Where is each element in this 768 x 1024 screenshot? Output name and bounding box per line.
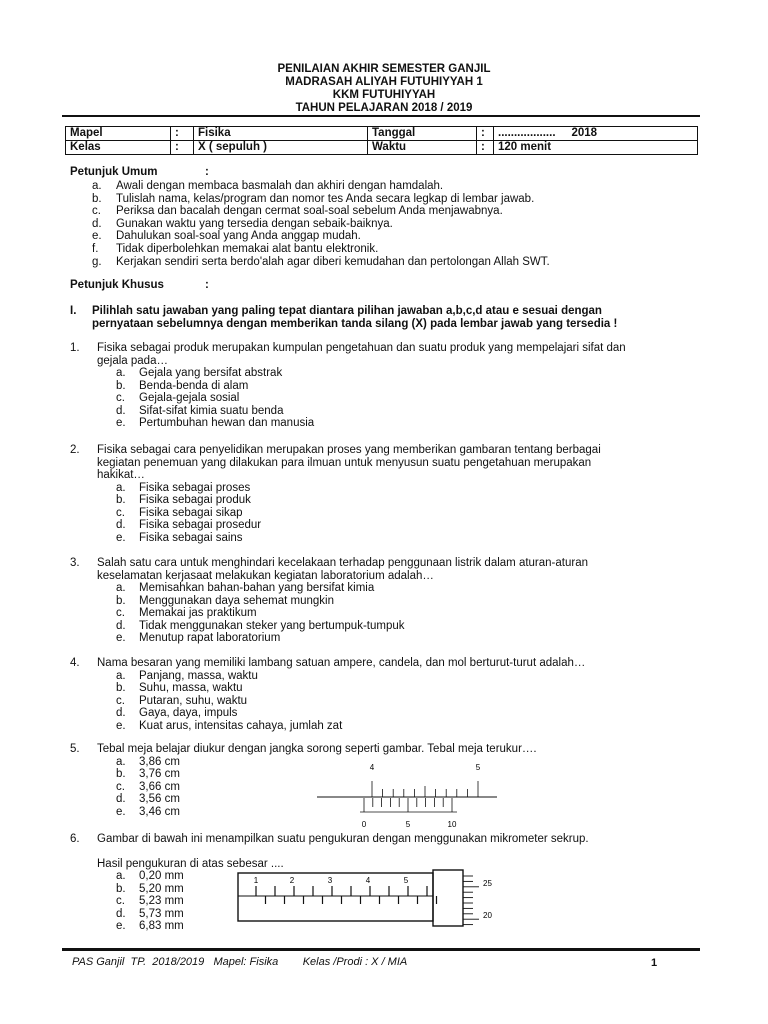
thimble-label: 25: [483, 879, 492, 888]
question-text: kegiatan penemuan yang dilakukan para ilmuan untuk menyusun suatu pengetahuan merupakan: [97, 456, 592, 469]
instruction-text: Tulislah nama, kelas/program dan nomor tes Anda secara legkap di lembar jawab.: [116, 192, 535, 205]
header-line-2: MADRASAH ALIYAH FUTUHIYYAH 1: [285, 76, 483, 88]
instruction-letter: e.: [92, 230, 102, 243]
instruction-text: Awali dengan membaca basmalah dan akhiri dengan hamdalah.: [116, 180, 444, 192]
vernier-caliper-figure: [312, 760, 502, 830]
question-text: keselamatan kerjasaat melakukan kegiatan laboratorium adalah…: [97, 569, 434, 582]
option-letter: a.: [116, 582, 126, 594]
option-letter: a.: [116, 367, 126, 379]
petunjuk-umum-title: Petunjuk Umum: [70, 166, 158, 178]
option-text: Fisika sebagai produk: [139, 494, 251, 506]
colon: :: [477, 127, 494, 141]
instruction-letter: b.: [92, 192, 102, 205]
micrometer-main-label: 4: [365, 876, 371, 885]
micrometer-thimble: [433, 870, 463, 926]
question-text: hakikat…: [97, 469, 145, 481]
thimble-label: 20: [483, 911, 492, 920]
header-line-4: TAHUN PELAJARAN 2018 / 2019: [295, 102, 473, 114]
question-text: Nama besaran yang memiliki lambang satuan ampere, candela, dan mol berturut-turut adalah…: [97, 657, 586, 669]
option-letter: c.: [116, 506, 125, 519]
option-letter: e.: [116, 632, 126, 644]
option-text: Benda-benda di alam: [139, 379, 249, 392]
option-letter: b.: [116, 768, 126, 780]
instruction-text: Gunakan waktu yang tersedia dengan sebaik-baiknya.: [116, 217, 393, 230]
waktu-value: 120 menit: [494, 141, 698, 155]
option-letter: d.: [116, 907, 126, 920]
option-letter: d.: [116, 619, 126, 632]
option-text: Kuat arus, intensitas cahaya, jumlah zat: [139, 719, 343, 732]
instruction-letter: f.: [92, 243, 99, 255]
option-text: 3,86 cm: [139, 755, 180, 768]
question-number: 5.: [70, 743, 80, 755]
petunjuk-khusus-title: Petunjuk Khusus: [70, 279, 164, 291]
option-text: Menutup rapat laboratorium: [139, 632, 281, 644]
option-letter: e.: [116, 417, 126, 429]
option-letter: b.: [116, 594, 126, 607]
instruction-text: Kerjakan sendiri serta berdo'alah agar diberi kemudahan dan pertolongan Allah SWT.: [116, 255, 550, 268]
option-text: 3,56 cm: [139, 793, 180, 805]
caliper-main-label: 4: [369, 763, 375, 772]
option-letter: d.: [116, 404, 126, 417]
header-rule: [62, 115, 700, 117]
question-text: Salah satu cara untuk menghindari kecelakaan terhadap penggunaan listrik dalam aturan-aturan: [97, 557, 588, 569]
instruction-text: Tidak diperbolehkan memakai alat bantu elektronik.: [116, 243, 379, 255]
option-text: 0,20 mm: [139, 870, 184, 882]
option-text: 3,76 cm: [139, 768, 180, 780]
option-letter: e.: [116, 920, 126, 932]
option-letter: e.: [116, 719, 126, 732]
option-text: 5,20 mm: [139, 882, 184, 895]
kelas-value: X ( sepuluh ): [194, 141, 368, 155]
option-text: Gejala yang bersifat abstrak: [139, 367, 283, 379]
option-letter: a.: [116, 870, 126, 882]
section-instruction-line-2: pernyataan sebelumnya dengan memberikan tanda silang (X) pada lembar jawab yang tersedia !: [92, 318, 618, 330]
option-letter: b.: [116, 494, 126, 506]
option-letter: b.: [116, 379, 126, 392]
option-text: Memisahkan bahan-bahan yang bersifat kimia: [139, 582, 375, 594]
petunjuk-umum-colon: :: [205, 166, 209, 178]
page-number: 1: [651, 957, 658, 969]
option-text: Sifat-sifat kimia suatu benda: [139, 404, 284, 417]
mapel-label: Mapel: [66, 127, 171, 141]
colon: :: [171, 127, 194, 141]
option-letter: c.: [116, 895, 125, 907]
option-text: Tidak menggunakan steker yang bertumpuk-tumpuk: [139, 619, 405, 632]
option-letter: c.: [116, 780, 125, 793]
option-text: Putaran, suhu, waktu: [139, 694, 248, 707]
caliper-vernier-label: 10: [447, 820, 457, 829]
section-instruction-line-1: Pilihlah satu jawaban yang paling tepat diantara pilihan jawaban a,b,c,d atau e sesuai dengan: [92, 305, 602, 317]
option-text: 3,46 cm: [139, 805, 180, 818]
option-letter: c.: [116, 694, 125, 707]
question-number: 1.: [70, 342, 80, 354]
question-number: 4.: [70, 657, 80, 669]
caliper-vernier-label: 5: [405, 820, 411, 829]
question-text: Tebal meja belajar diukur dengan jangka sorong seperti gambar. Tebal meja terukur….: [97, 743, 537, 755]
instruction-letter: d.: [92, 217, 102, 230]
option-letter: e.: [116, 531, 126, 544]
option-letter: b.: [116, 882, 126, 895]
option-letter: a.: [116, 755, 126, 768]
caliper-main-label: 5: [475, 763, 481, 772]
petunjuk-khusus-colon: :: [205, 279, 209, 291]
question-text: Gambar di bawah ini menampilkan suatu pengukuran dengan menggunakan mikrometer sekrup.: [97, 833, 589, 845]
question-text: Fisika sebagai cara penyelidikan merupakan proses yang memberikan gambaran tentang berbagai: [97, 444, 601, 456]
colon: :: [477, 141, 494, 155]
tanggal-value: .................. 2018: [494, 127, 698, 141]
option-text: 6,83 mm: [139, 920, 184, 932]
instruction-text: Periksa dan bacalah dengan cermat soal-soal sebelum Anda menjawabnya.: [116, 205, 503, 218]
question-number: 3.: [70, 557, 80, 569]
option-text: 5,73 mm: [139, 907, 184, 920]
micrometer-main-label: 5: [403, 876, 409, 885]
option-text: Gejala-gejala sosial: [139, 392, 240, 404]
question-text: Fisika sebagai produk merupakan kumpulan pengetahuan dan suatu produk yang mempelajari sifat dan: [97, 342, 626, 354]
option-letter: c.: [116, 392, 125, 404]
option-text: Panjang, massa, waktu: [139, 669, 258, 682]
option-text: 5,23 mm: [139, 895, 184, 907]
footer-text: PAS Ganjil TP. 2018/2019 Mapel: Fisika Kelas /Prodi : X / MIA: [72, 956, 408, 968]
instruction-letter: c.: [92, 205, 101, 218]
option-letter: b.: [116, 682, 126, 694]
micrometer-main-label: 3: [327, 876, 333, 885]
option-text: Gaya, daya, impuls: [139, 707, 238, 719]
option-text: Fisika sebagai proses: [139, 481, 251, 494]
mapel-value: Fisika: [194, 127, 368, 141]
option-text: Fisika sebagai sikap: [139, 506, 243, 519]
instruction-text: Dahulukan soal-soal yang Anda anggap mudah.: [116, 230, 361, 243]
header-line-1: PENILAIAN AKHIR SEMESTER GANJIL: [277, 63, 491, 75]
micrometer-main-label: 2: [289, 876, 295, 885]
option-letter: d.: [116, 519, 126, 531]
option-letter: c.: [116, 607, 125, 619]
section-number: I.: [70, 305, 77, 317]
option-text: 3,66 cm: [139, 780, 180, 793]
option-letter: d.: [116, 793, 126, 805]
instruction-letter: a.: [92, 180, 102, 192]
question-number: 6.: [70, 833, 80, 845]
option-letter: a.: [116, 669, 126, 682]
option-text: Fisika sebagai prosedur: [139, 519, 262, 531]
option-text: Pertumbuhan hewan dan manusia: [139, 417, 315, 429]
footer-rule: [62, 948, 700, 951]
colon: :: [171, 141, 194, 155]
option-letter: d.: [116, 707, 126, 719]
question-subtext: Hasil pengukuran di atas sebesar ....: [97, 857, 284, 870]
option-letter: e.: [116, 805, 126, 818]
option-text: Memakai jas praktikum: [139, 607, 257, 619]
header-line-3: KKM FUTUHIYYAH: [332, 89, 436, 101]
option-text: Menggunakan daya sehemat mungkin: [139, 594, 334, 607]
option-letter: a.: [116, 481, 126, 494]
caliper-vernier-label: 0: [361, 820, 367, 829]
option-text: Fisika sebagai sains: [139, 531, 243, 544]
tanggal-label: Tanggal: [368, 127, 477, 141]
micrometer-figure: [234, 868, 524, 930]
question-text: gejala pada…: [97, 354, 168, 367]
info-table: [65, 126, 698, 155]
kelas-label: Kelas: [66, 141, 171, 155]
option-text: Suhu, massa, waktu: [139, 682, 243, 694]
micrometer-main-label: 1: [253, 876, 259, 885]
instruction-letter: g.: [92, 255, 102, 268]
question-number: 2.: [70, 444, 80, 456]
waktu-label: Waktu: [368, 141, 477, 155]
